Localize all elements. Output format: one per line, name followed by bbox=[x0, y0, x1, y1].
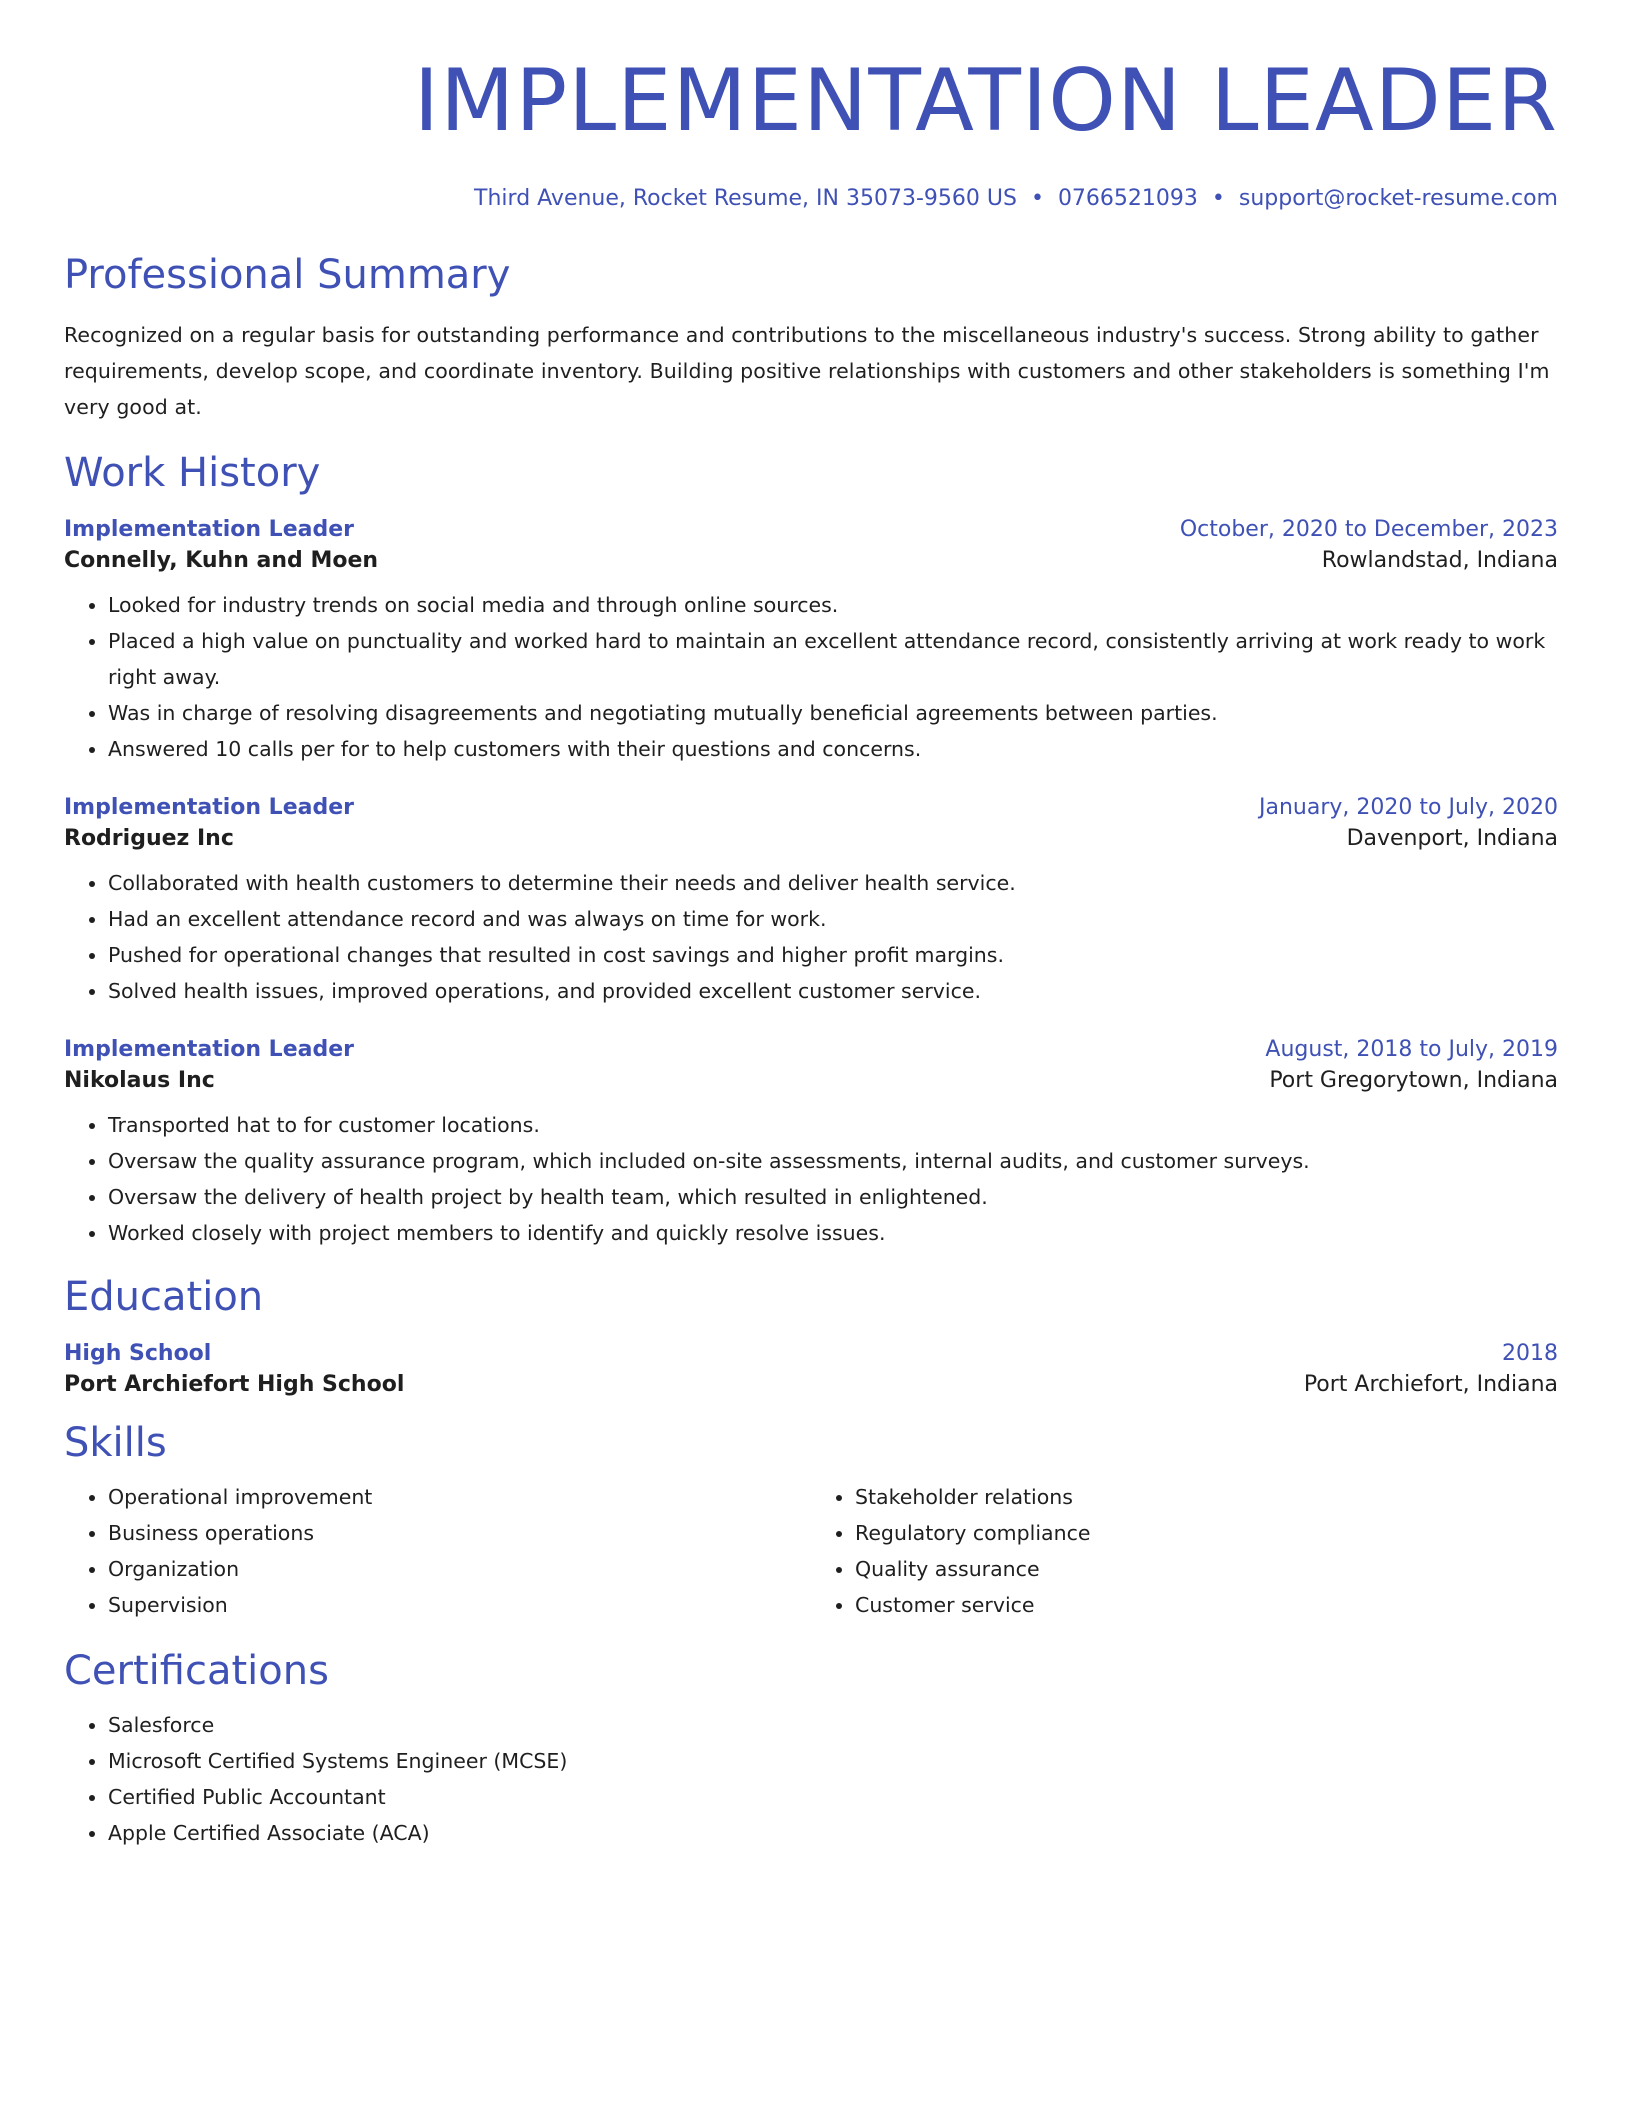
job-entry bbox=[64, 795, 1558, 1009]
job-company: Rodriguez Inc bbox=[64, 826, 234, 851]
job-dates: January, 2020 to July, 2020 bbox=[1259, 795, 1558, 820]
job-bullet: • Had an excellent attendance record and was always on time for work. bbox=[108, 901, 1558, 937]
certification-item: • Microsoft Certified Systems Engineer (MCSE) bbox=[108, 1743, 1558, 1779]
education-header-row bbox=[64, 1341, 1558, 1366]
contact-separator: • bbox=[1211, 186, 1225, 211]
skill-item: • Customer service bbox=[855, 1587, 1558, 1623]
education-location: Port Archiefort, Indiana bbox=[1303, 1372, 1558, 1397]
skill-item: • Regulatory compliance bbox=[855, 1515, 1558, 1551]
contact-email[interactable]: support@rocket-resume.com bbox=[1238, 186, 1558, 211]
job-bullets bbox=[64, 1107, 1558, 1251]
job-bullet: • Looked for industry trends on social media and through online sources. bbox=[108, 587, 1558, 623]
job-location: Davenport, Indiana bbox=[1346, 826, 1558, 851]
resume-page bbox=[64, 50, 1558, 1851]
job-dates: August, 2018 to July, 2019 bbox=[1265, 1037, 1558, 1062]
education-degree: High School bbox=[64, 1341, 212, 1366]
education-school-row bbox=[64, 1372, 1558, 1397]
job-company: Connelly, Kuhn and Moen bbox=[64, 548, 379, 573]
job-bullet: • Solved health issues, improved operations, and provided excellent customer service. bbox=[108, 973, 1558, 1009]
education-school: Port Archiefort High School bbox=[64, 1372, 405, 1397]
job-bullet: • Transported hat to for customer locations. bbox=[108, 1107, 1558, 1143]
skill-item: • Organization bbox=[108, 1551, 811, 1587]
job-header-row bbox=[64, 1037, 1558, 1062]
skills-list-left bbox=[64, 1479, 811, 1623]
job-company-row bbox=[64, 1068, 1558, 1093]
certification-item: • Apple Certified Associate (ACA) bbox=[108, 1815, 1558, 1851]
job-company: Nikolaus Inc bbox=[64, 1068, 215, 1093]
skill-item: • Quality assurance bbox=[855, 1551, 1558, 1587]
job-bullets bbox=[64, 865, 1558, 1009]
job-bullet: • Collaborated with health customers to determine their needs and deliver health service. bbox=[108, 865, 1558, 901]
skill-item: • Supervision bbox=[108, 1587, 811, 1623]
job-header-row bbox=[64, 517, 1558, 542]
contact-line bbox=[64, 186, 1558, 211]
skills-list-right bbox=[811, 1479, 1558, 1623]
job-bullet: • Worked closely with project members to identify and quickly resolve issues. bbox=[108, 1215, 1558, 1251]
job-entry bbox=[64, 1037, 1558, 1251]
contact-phone: 0766521093 bbox=[1057, 186, 1198, 211]
certification-item: • Salesforce bbox=[108, 1707, 1558, 1743]
job-bullet: • Answered 10 calls per for to help customers with their questions and concerns. bbox=[108, 731, 1558, 767]
resume-name: IMPLEMENTATION LEADER bbox=[413, 51, 1558, 151]
job-bullet: • Placed a high value on punctuality and worked hard to maintain an excellent attendance record, consistently arriving at work ready to work right away. bbox=[108, 623, 1558, 695]
job-title: Implementation Leader bbox=[64, 1037, 354, 1062]
education-heading: Education bbox=[64, 1274, 264, 1320]
summary-text: Recognized on a regular basis for outstanding performance and contributions to the miscellaneous industry's success. Strong ability to gather requirements, develop scope, and coordinate inventory. Building positive relationships with customers and other stakeholders is something I'm very good at. bbox=[64, 323, 1550, 419]
contact-address: Third Avenue, Rocket Resume, IN 35073-9560 US bbox=[474, 186, 1017, 211]
job-location: Port Gregorytown, Indiana bbox=[1269, 1068, 1558, 1093]
job-title: Implementation Leader bbox=[64, 517, 354, 542]
job-bullet: • Oversaw the quality assurance program, which included on-site assessments, internal audits, and customer surveys. bbox=[108, 1143, 1558, 1179]
job-bullets bbox=[64, 587, 1558, 767]
job-dates: October, 2020 to December, 2023 bbox=[1179, 517, 1558, 542]
job-location: Rowlandstad, Indiana bbox=[1321, 548, 1558, 573]
contact-separator: • bbox=[1030, 186, 1044, 211]
job-bullet: • Pushed for operational changes that resulted in cost savings and higher profit margins. bbox=[108, 937, 1558, 973]
certifications-heading: Certifications bbox=[64, 1648, 329, 1694]
skill-item: • Stakeholder relations bbox=[855, 1479, 1558, 1515]
job-company-row bbox=[64, 548, 1558, 573]
job-entry bbox=[64, 517, 1558, 767]
skill-item: • Operational improvement bbox=[108, 1479, 811, 1515]
job-header-row bbox=[64, 795, 1558, 820]
certifications-list bbox=[64, 1707, 1558, 1851]
job-bullet: • Was in charge of resolving disagreements and negotiating mutually beneficial agreements between parties. bbox=[108, 695, 1558, 731]
job-bullet: • Oversaw the delivery of health project by health team, which resulted in enlightened. bbox=[108, 1179, 1558, 1215]
education-year: 2018 bbox=[1502, 1341, 1558, 1366]
certification-item: • Certified Public Accountant bbox=[108, 1779, 1558, 1815]
summary-heading: Professional Summary bbox=[64, 252, 511, 298]
job-title: Implementation Leader bbox=[64, 795, 354, 820]
skills-grid bbox=[64, 1479, 1558, 1623]
work-history-heading: Work History bbox=[64, 450, 321, 496]
education-entry bbox=[64, 1341, 1558, 1397]
job-company-row bbox=[64, 826, 1558, 851]
skills-heading: Skills bbox=[64, 1420, 167, 1466]
skill-item: • Business operations bbox=[108, 1515, 811, 1551]
